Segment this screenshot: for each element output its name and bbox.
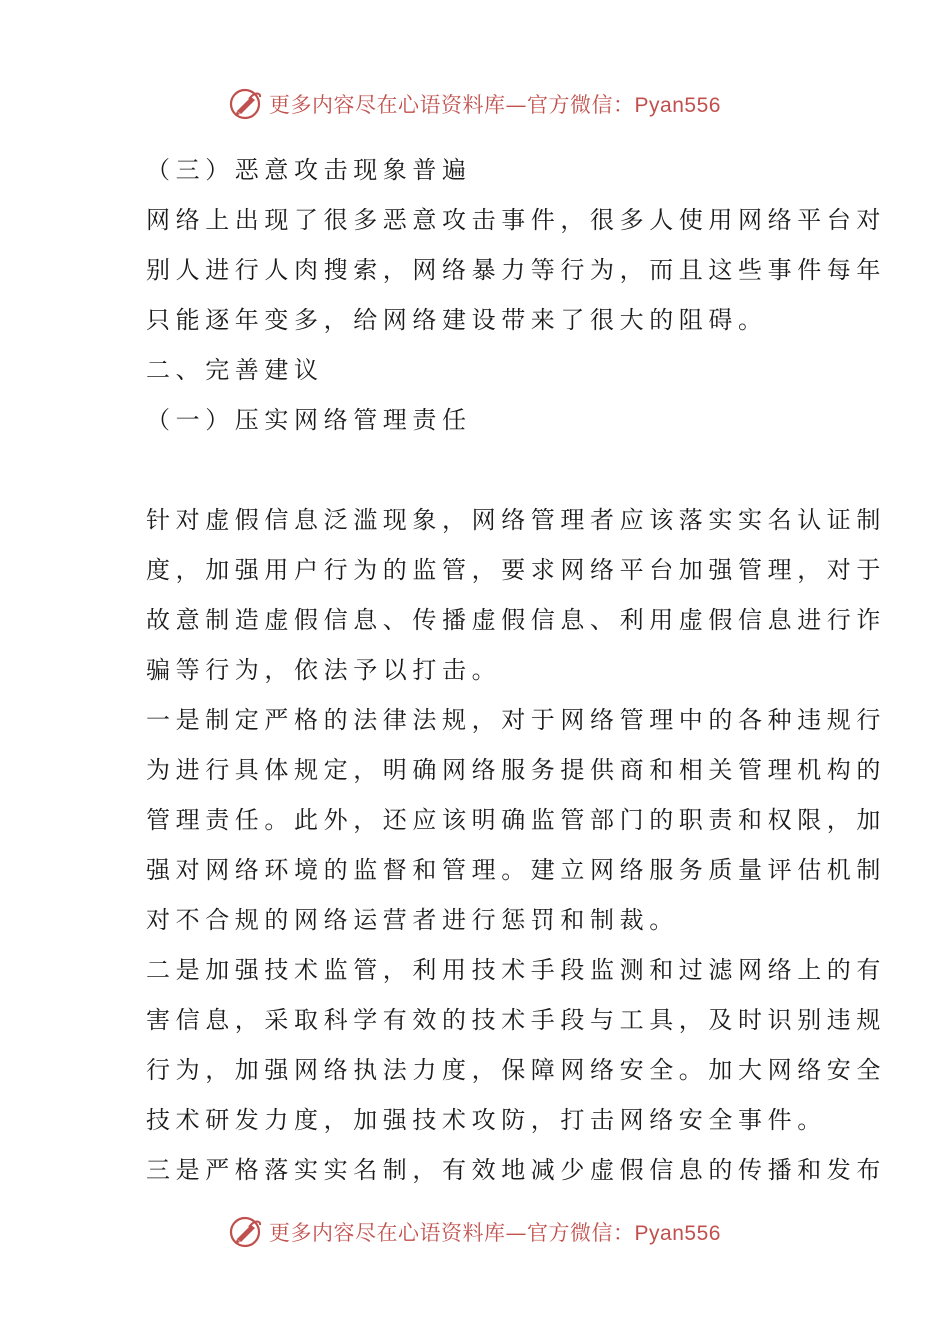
paragraph-line: 害信息，采取科学有效的技术手段与工具，及时识别违规 [146,1006,886,1034]
paragraph-line: 对不合规的网络运营者进行惩罚和制裁。 [146,906,679,934]
paragraph-line: 一是制定严格的法律法规，对于网络管理中的各种违规行 [146,706,886,734]
paragraph-line: 三是严格落实实名制，有效地减少虚假信息的传播和发布 [146,1156,886,1184]
paragraph-line: 技术研发力度，加强技术攻防，打击网络安全事件。 [146,1106,827,1134]
paragraph-line: 强对网络环境的监督和管理。建立网络服务质量评估机制 [146,856,886,884]
paragraph-line: 网络上出现了很多恶意攻击事件，很多人使用网络平台对 [146,206,886,234]
document-body [146,145,886,1195]
paragraph-line: 管理责任。此外，还应该明确监管部门的职责和权限，加 [146,806,886,834]
paragraph-line: 针对虚假信息泛滥现象，网络管理者应该落实实名认证制 [146,506,886,534]
paragraph-line: 故意制造虚假信息、传播虚假信息、利用虚假信息进行诈 [146,606,886,634]
pen-logo-icon [229,1215,263,1249]
watermark-text [269,89,721,119]
watermark-text [269,1217,721,1247]
subsection-heading: （一）压实网络管理责任 [146,406,472,434]
pen-logo-icon [229,87,263,121]
paragraph-line: 为进行具体规定，明确网络服务提供商和相关管理机构的 [146,756,886,784]
watermark-title: 更多内容尽在心语资料库 [269,93,506,117]
watermark-separator: — [505,1221,528,1245]
paragraph-line: 行为，加强网络执法力度，保障网络安全。加大网络安全 [146,1056,886,1084]
paragraph-line: 骗等行为，依法予以打击。 [146,656,502,684]
paragraph-line: 别人进行人肉搜索，网络暴力等行为，而且这些事件每年 [146,256,886,284]
section-heading: （三）恶意攻击现象普遍 [146,156,472,184]
watermark-suffix: 官方微信： [527,1221,635,1245]
watermark-title: 更多内容尽在心语资料库 [269,1221,506,1245]
paragraph-line: 二是加强技术监管，利用技术手段监测和过滤网络上的有 [146,956,886,984]
header-watermark [0,82,950,126]
watermark-wechat-id: Pyan556 [634,94,721,117]
blank-line [146,445,808,495]
paragraph-line: 度，加强用户行为的监管，要求网络平台加强管理，对于 [146,556,886,584]
watermark-wechat-id: Pyan556 [634,1222,721,1245]
watermark-separator: — [505,93,528,117]
paragraph-line: 只能逐年变多，给网络建设带来了很大的阻碍。 [146,306,768,334]
watermark-suffix: 官方微信： [527,93,635,117]
section-heading: 二、完善建议 [146,356,324,384]
footer-watermark [0,1210,950,1254]
